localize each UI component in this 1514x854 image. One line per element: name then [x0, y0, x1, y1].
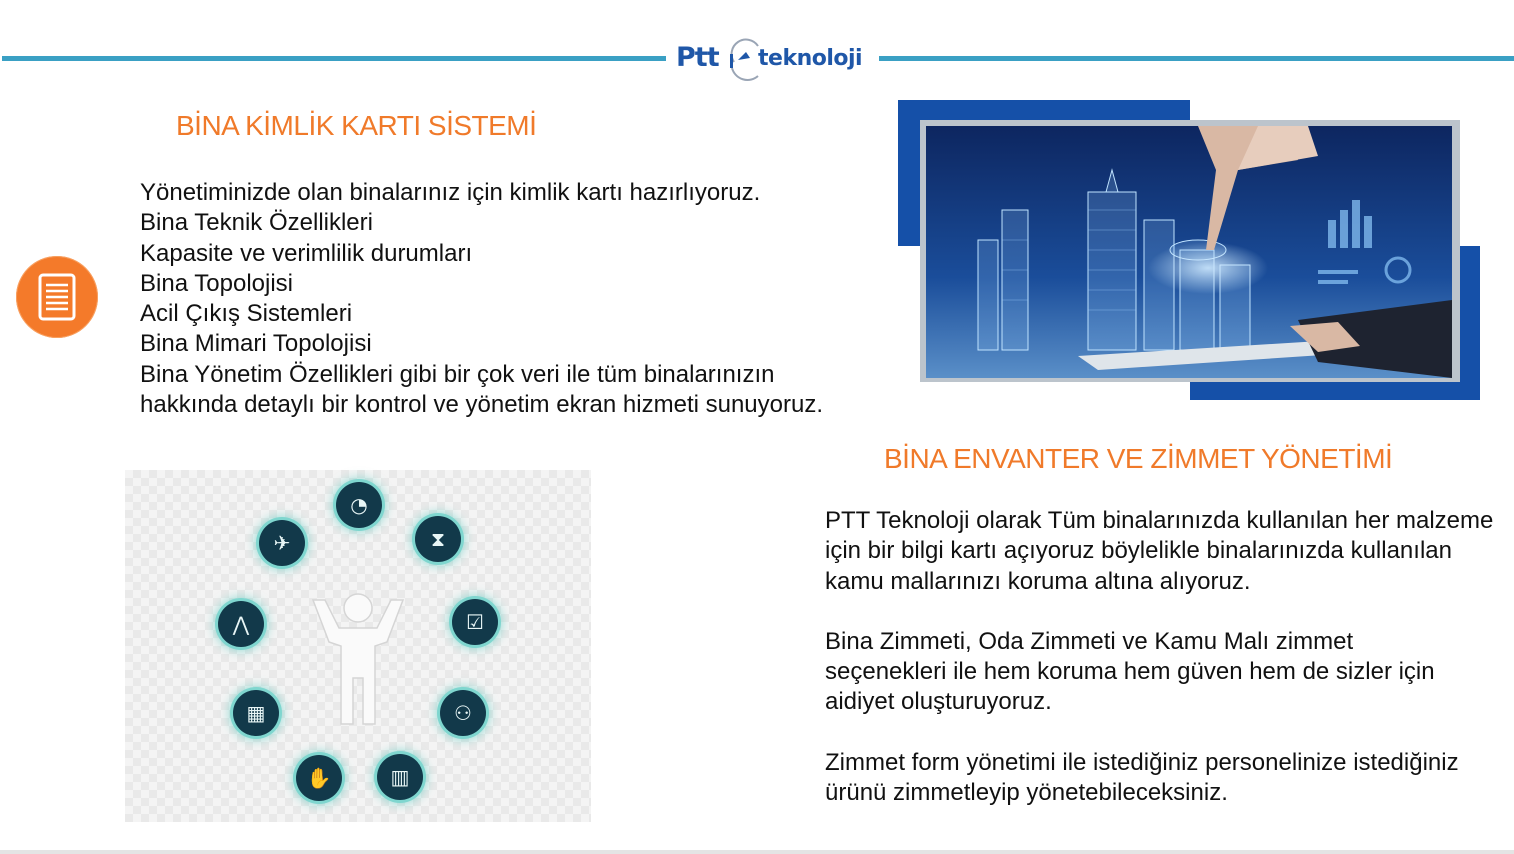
section2-paragraph: Bina Zimmeti, Oda Zimmeti ve Kamu Malı zimmet seçenekleri ile hem koruma hem güven hem de sizler için aidiyet oluşturuyoruz.: [825, 627, 1435, 716]
section2-paragraph: PTT Teknoloji olarak Tüm binalarınızda kullanılan her malzeme için bir bilgi kartı açıyoruz böylelikle binalarınızda kullanılan kamu mallarınızı koruma altına alıyoruz.: [825, 507, 1494, 595]
handshake-icon: ✋: [296, 755, 342, 801]
header-rule-left: [2, 56, 666, 61]
bottom-border: [0, 850, 1514, 854]
task-sheet-icon: ▦: [233, 690, 279, 736]
header-rule-right: [879, 56, 1514, 61]
section1-line: Acil Çıkış Sistemleri: [140, 300, 353, 328]
section2-body: [825, 506, 1505, 808]
section1-line: Bina Yönetim Özellikleri gibi bir çok veri ile tüm binalarınızın: [140, 360, 775, 388]
section2-paragraph: Zimmet form yönetimi ile istediğiniz personelinize istediğiniz ürünü zimmetleyip yönetebileceksiniz.: [825, 748, 1459, 807]
document-icon: [16, 256, 98, 338]
person-icons-illustration: [125, 470, 591, 822]
logo-ptt-text: Ptt: [676, 42, 719, 73]
section2-title: BİNA ENVANTER VE ZİMMET YÖNETİMİ: [884, 443, 1393, 474]
section1-body: [140, 178, 823, 420]
section1-line: Bina Topolojisi: [140, 269, 293, 297]
section1-line: hakkında detaylı bir kontrol ve yönetim ekran hizmeti sunuyoruz.: [140, 391, 824, 419]
section1-line: Yönetiminizde olan binalarınız için kimlik kartı hazırlıyoruz.: [140, 179, 761, 206]
section1-line: Bina Mimari Topolojisi: [140, 330, 372, 358]
money-hand-icon: ◔: [336, 482, 382, 528]
city-hologram-photo: [898, 100, 1480, 400]
person-figure-icon: [305, 592, 411, 732]
rocket-icon: ✈: [259, 520, 305, 566]
hourglass-icon: ⧗: [415, 516, 461, 562]
road-icon: ⋀: [218, 601, 264, 647]
chart-bars-icon: ▥: [377, 754, 423, 800]
logo-teknoloji-text: teknoloji: [758, 46, 863, 71]
section1-line: Bina Teknik Özellikleri: [140, 209, 373, 237]
section1-title: BİNA KİMLİK KARTI SİSTEMİ: [176, 110, 537, 141]
ptt-teknoloji-logo: [672, 38, 872, 82]
people-icon: ⚇: [440, 690, 486, 736]
calendar-check-icon: ☑: [452, 599, 498, 645]
section1-line: Kapasite ve verimlilik durumları: [140, 239, 473, 267]
